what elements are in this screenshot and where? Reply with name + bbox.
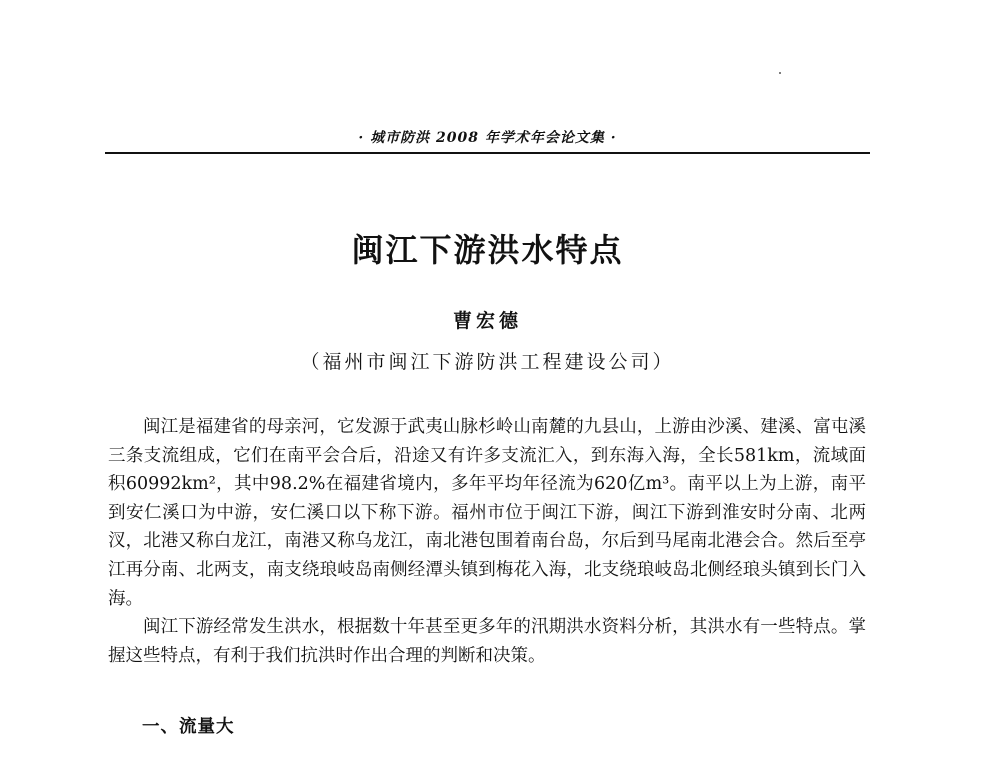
body-paragraph: 闽江下游经常发生洪水，根据数十年甚至更多年的汛期洪水资料分析，其洪水有一些特点。掌握这些特点，有利于我们抗洪时作出合理的判断和决策。 [108,617,866,666]
article-body [108,413,866,670]
author-affiliation: （福州市闽江下游防洪工程建设公司） [300,351,675,373]
article-title: 闽江下游洪水特点 [351,231,624,269]
article-author: 曹宏德 [452,310,522,332]
running-header: · 城市防洪 2008 年学术年会论文集 · [358,130,617,146]
body-paragraph: 闽江是福建省的母亲河，它发源于武夷山脉杉岭山南麓的九县山，上游由沙溪、建溪、富屯溪三条支流组成，它们在南平会合后，沿途又有许多支流汇入，到东海入海，全长581km，流域面积60992km²，其中98.2%在福建省境内，多年平均年径流为620亿m³。南平以上为上游，南平到安仁溪口为中游，安仁溪口以下称下游。福州市位于闽江下游，闽江下游到淮安时分南、北两汊，北港又称白龙江，南港又称乌龙江，南北港包围着南台岛，尔后到马尾南北港会合。然后至亭江再分南、北两支，南支绕琅岐岛南侧经潭头镇到梅花入海，北支绕琅岐岛北侧经琅头镇到长门入海。 [108,417,866,609]
header-rule [105,152,870,154]
scan-speck [779,72,781,74]
section-heading: 一、流量大 [142,717,235,737]
